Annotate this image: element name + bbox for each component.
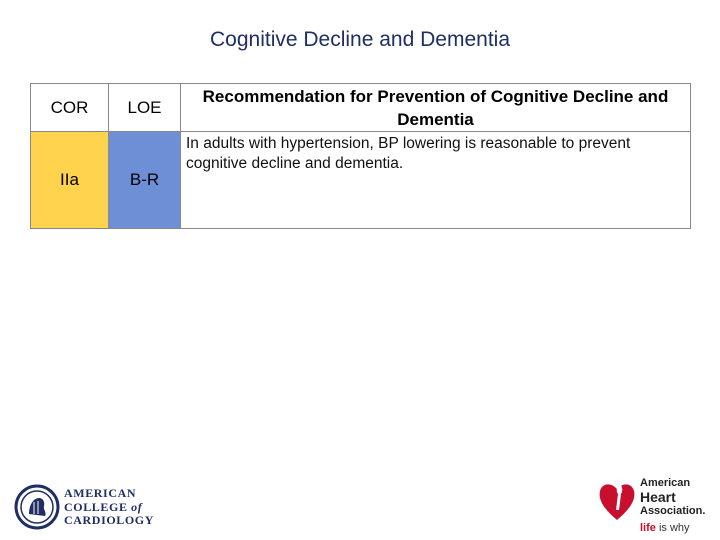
recommendation-text: In adults with hypertension, BP lowering is reasonable to prevent cognitive decline and dementia. bbox=[181, 132, 691, 229]
aha-line-2: Heart bbox=[640, 489, 676, 505]
header-recommendation: Recommendation for Prevention of Cognitive Decline and Dementia bbox=[181, 84, 691, 132]
aha-tagline bbox=[640, 522, 690, 534]
header-loe: LOE bbox=[109, 84, 181, 132]
acc-line-1: AMERICAN bbox=[64, 486, 137, 500]
slide-title: Cognitive Decline and Dementia bbox=[210, 28, 510, 51]
aha-wordmark bbox=[640, 476, 705, 518]
acc-seal-icon bbox=[14, 484, 60, 530]
aha-line-1: American bbox=[640, 477, 691, 489]
table-row bbox=[31, 132, 691, 229]
acc-line-2a: COLLEGE bbox=[64, 499, 132, 514]
acc-wordmark bbox=[64, 487, 154, 528]
aha-line-3: Association. bbox=[640, 505, 706, 517]
aha-tag-rest: is why bbox=[655, 522, 690, 534]
cor-value: IIa bbox=[31, 132, 109, 229]
header-cor: COR bbox=[31, 84, 109, 132]
heart-torch-icon bbox=[596, 474, 638, 524]
acc-logo bbox=[14, 484, 164, 530]
table-header-row bbox=[31, 84, 691, 132]
loe-value: B-R bbox=[109, 132, 181, 229]
acc-line-2 bbox=[64, 501, 154, 515]
acc-line-2b: of bbox=[131, 499, 143, 514]
aha-logo bbox=[596, 470, 716, 536]
acc-line-3: CARDIOLOGY bbox=[64, 513, 155, 527]
aha-tag-life: life bbox=[640, 522, 656, 534]
recommendation-table bbox=[30, 83, 691, 229]
